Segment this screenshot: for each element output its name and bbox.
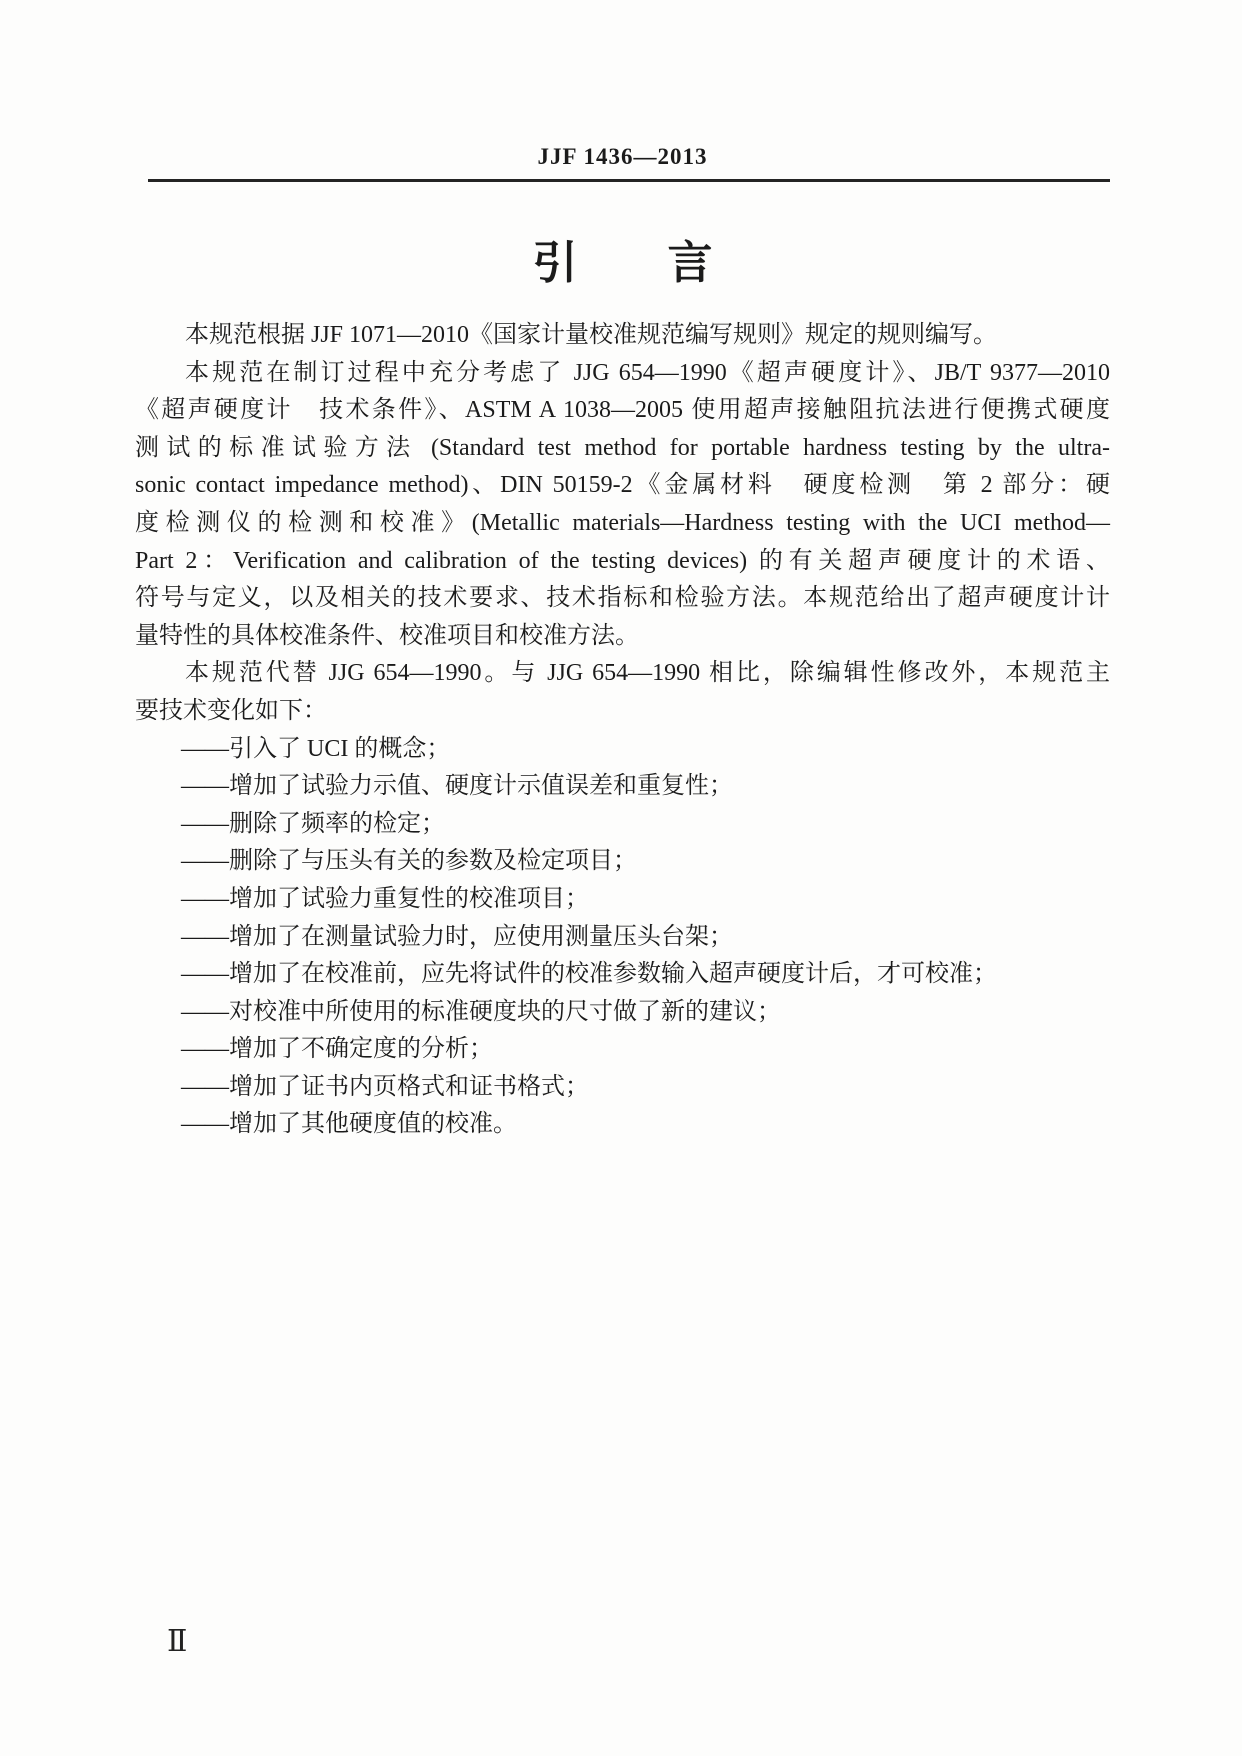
text-line: 度检测仪的检测和校准》(Metallic materials—Hardness testing with the UCI method—: [135, 509, 1110, 536]
text-line: sonic contact impedance method)、DIN 50159-2《金属材料 硬度检测 第 2 部分：硬: [135, 472, 1110, 499]
text-line: ——增加了在校准前，应先将试件的校准参数输入超声硬度计后，才可校准；: [181, 961, 997, 988]
text-line: 测试的标准试验方法 (Standard test method for portable hardness testing by the ultra-: [135, 434, 1110, 461]
text-line: ——增加了试验力重复性的校准项目；: [181, 885, 589, 912]
text-line: ——引入了 UCI 的概念；: [181, 735, 451, 762]
text-line: ——增加了不确定度的分析；: [181, 1036, 493, 1063]
text-line: Part 2：Verification and calibration of the testing devices) 的有关超声硬度计的术语、: [135, 547, 1110, 574]
document-number: JJF 1436—2013: [537, 144, 708, 169]
text-line: ——删除了与压头有关的参数及检定项目；: [181, 848, 637, 875]
text-line: ——对校准中所使用的标准硬度块的尺寸做了新的建议；: [181, 998, 781, 1025]
text-line: 要技术变化如下：: [135, 697, 327, 724]
text-line: ——增加了其他硬度值的校准。: [181, 1111, 517, 1138]
text-line: 本规范根据 JJF 1071—2010《国家计量校准规范编写规则》规定的规则编写。: [185, 322, 998, 348]
text-line: 量特性的具体校准条件、校准项目和校准方法。: [135, 622, 639, 649]
document-body: [135, 317, 1110, 1144]
text-line: ——增加了在测量试验力时，应使用测量压头台架；: [181, 923, 733, 950]
header-rule-divider: [148, 179, 1110, 182]
text-line: ——增加了证书内页格式和证书格式；: [181, 1073, 589, 1100]
page-number: Ⅱ: [167, 1625, 188, 1658]
text-line: 符号与定义，以及相关的技术要求、技术指标和检验方法。本规范给出了超声硬度计计: [135, 585, 1110, 612]
page-title: 引 言: [532, 238, 713, 288]
text-line: ——增加了试验力示值、硬度计示值误差和重复性；: [181, 773, 733, 800]
text-line: 本规范代替 JJG 654—1990。与 JJG 654—1990 相比，除编辑性修改外，本规范主: [185, 660, 1110, 687]
text-line: 本规范在制订过程中充分考虑了 JJG 654—1990《超声硬度计》、JB/T 9377—2010: [185, 359, 1110, 386]
text-line: 《超声硬度计 技术条件》、ASTM A 1038—2005 使用超声接触阻抗法进行便携式硬度: [135, 397, 1110, 424]
text-line: ——删除了频率的检定；: [181, 810, 445, 837]
